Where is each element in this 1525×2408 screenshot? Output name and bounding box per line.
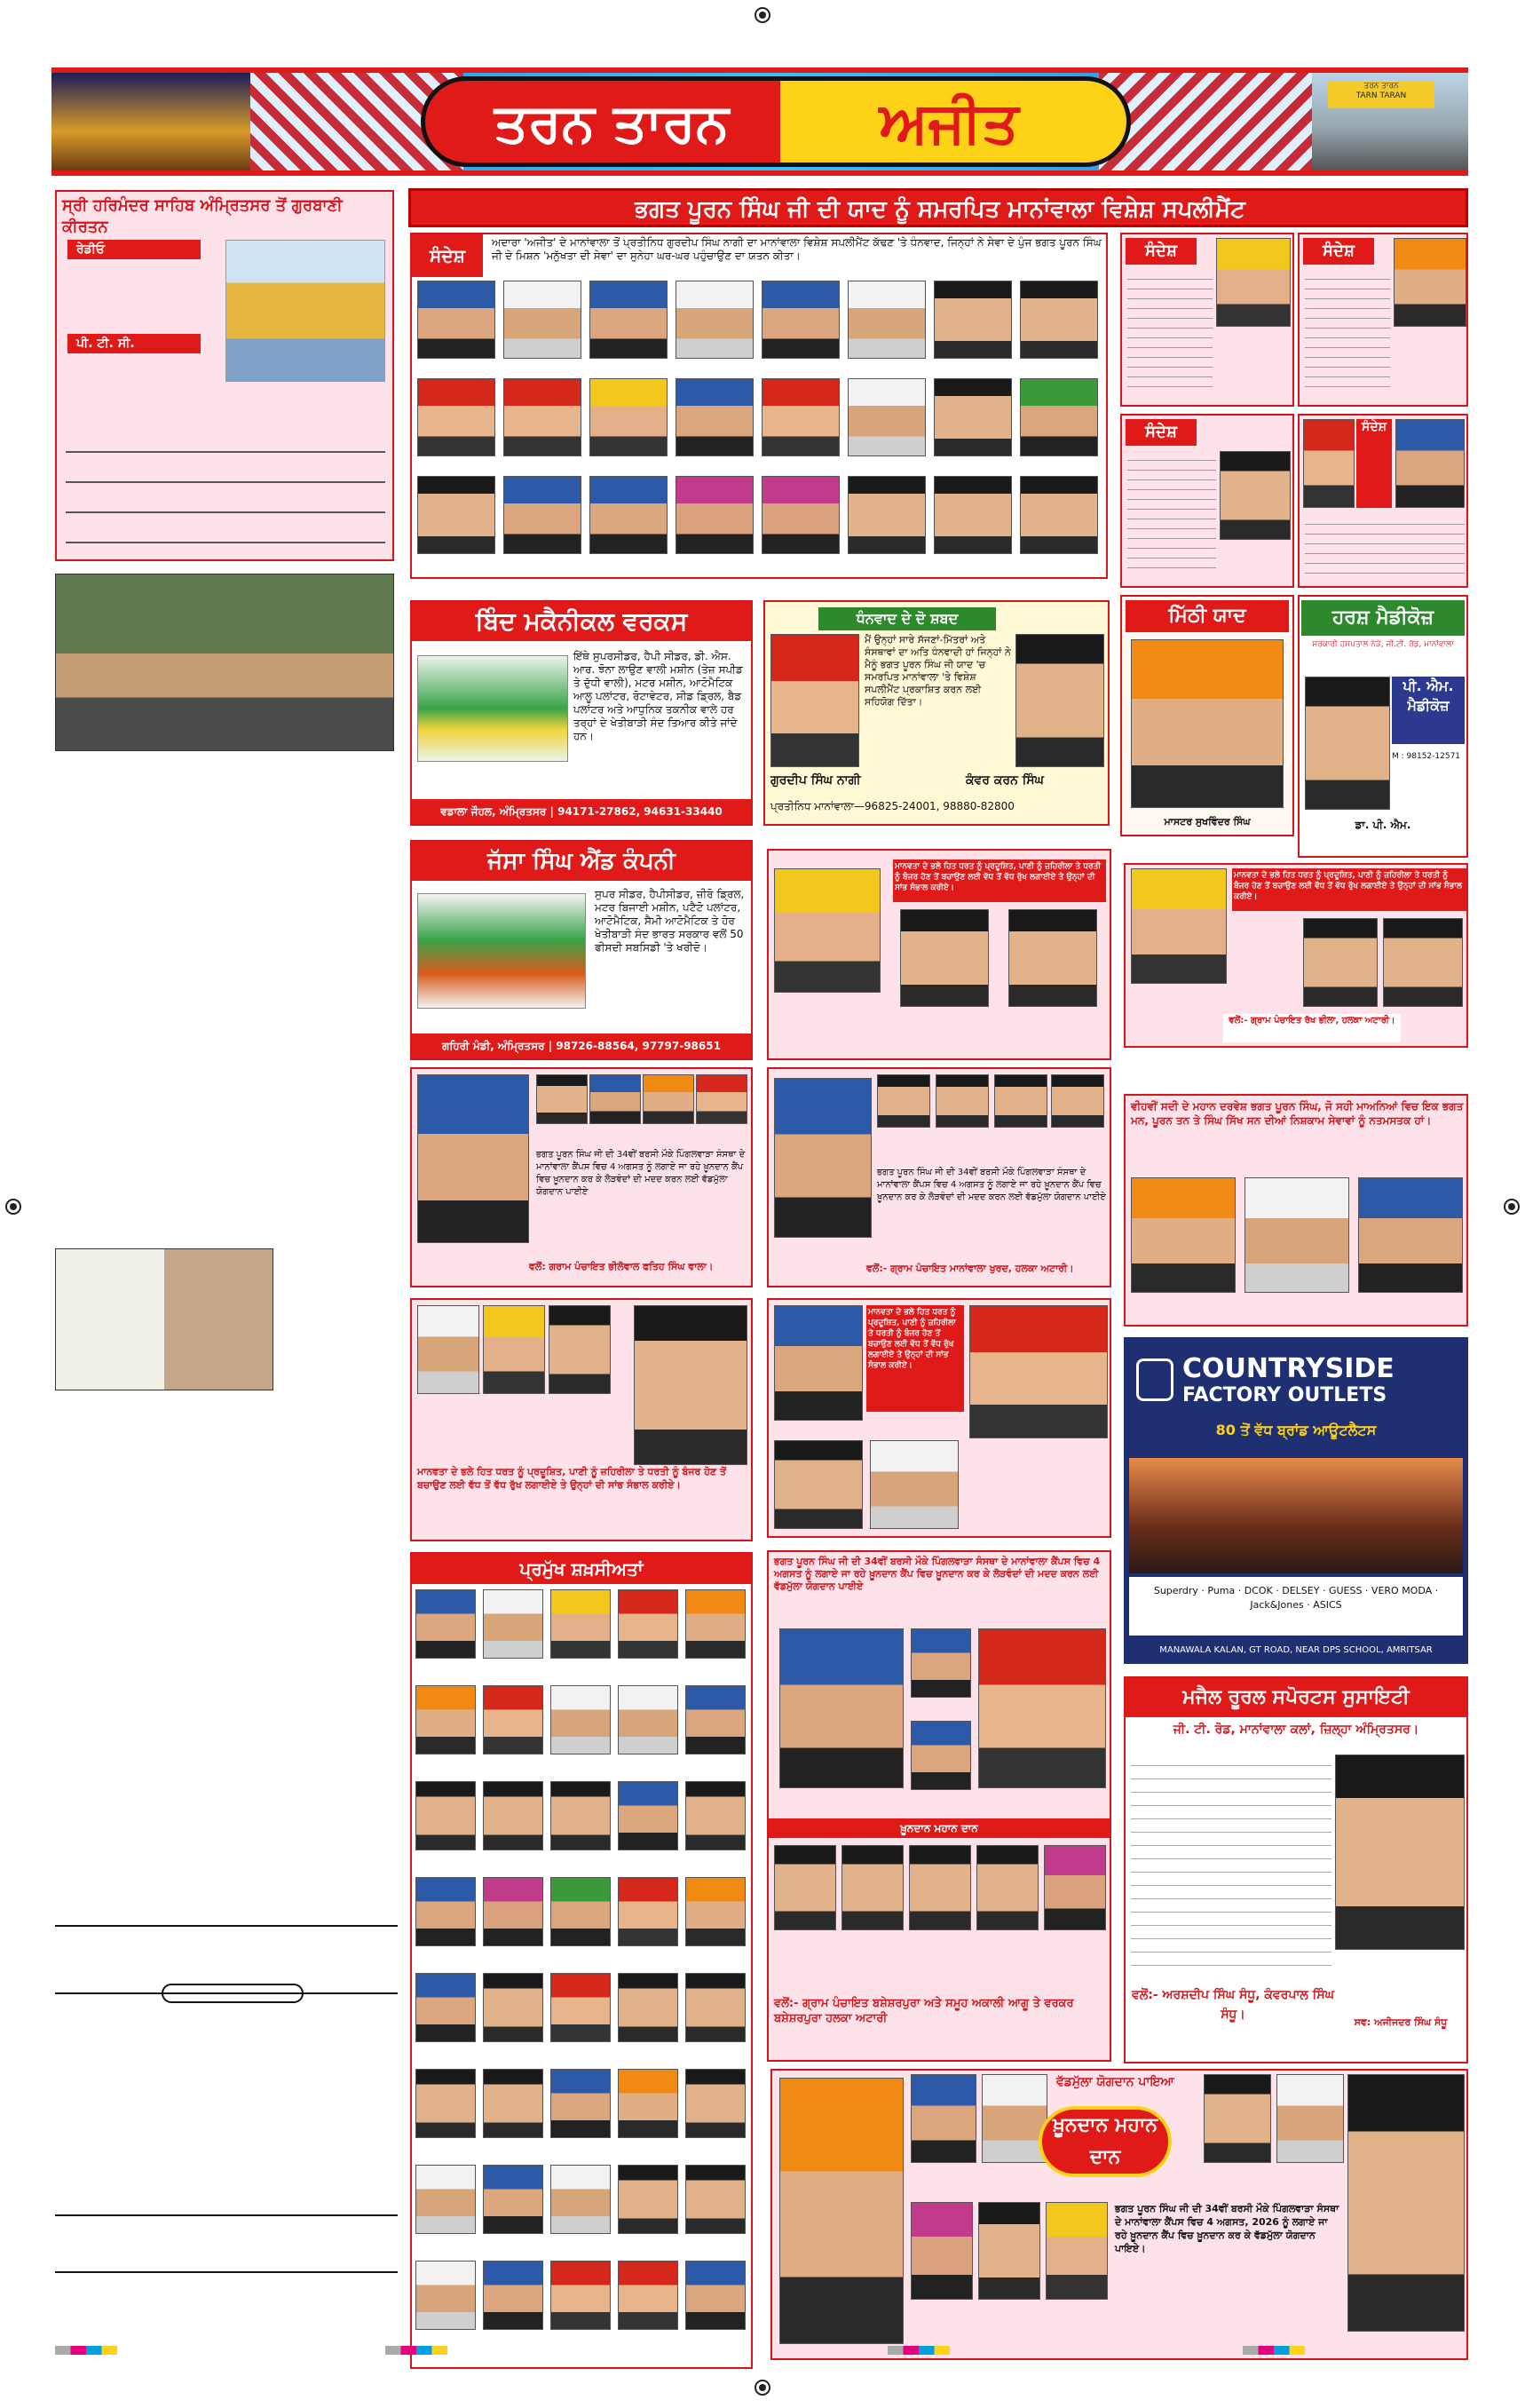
person-photo	[676, 378, 754, 456]
sandesh-label-3: ਸੰਦੇਸ਼	[1126, 419, 1197, 446]
person-photo	[911, 2202, 973, 2300]
tree-ad-2	[410, 1298, 753, 1541]
person-photo	[483, 1781, 543, 1850]
person-photo	[1046, 2202, 1108, 2300]
sandesh-main	[410, 233, 1108, 579]
person-photo	[618, 2261, 678, 2330]
person-photo	[934, 378, 1012, 456]
sandesh-photo-grid	[417, 281, 1104, 574]
person-photo	[848, 281, 926, 359]
mithi-yaad-title: ਮਿੱਠੀ ਯਾਦ	[1126, 600, 1289, 632]
jassa-title: ਜੱਸਾ ਸਿੰਘ ਐਂਡ ਕੰਪਨੀ	[412, 842, 751, 881]
person-photo	[1051, 1074, 1104, 1128]
person-photo	[483, 1877, 543, 1946]
person-photo	[1220, 451, 1291, 540]
kirtan-title: ਸ੍ਰੀ ਹਰਿਮੰਦਰ ਸਾਹਿਬ ਅੰਮ੍ਰਿਤਸਰ ਤੋਂ ਗੁਰਬਾਣੀ ਕੀਰਤਨ	[62, 196, 343, 236]
person-photo	[1347, 2074, 1465, 2332]
person-photo	[483, 2261, 543, 2330]
person-photo	[909, 1845, 971, 1930]
potato-planter-image	[417, 893, 586, 1009]
mechanical-footer: ਵਡਾਲਾ ਜੌਹਲ, ਅੰਮ੍ਰਿਤਸਰ | 94171-27862, 94631-33440	[412, 799, 751, 824]
outlet-mall-image	[1129, 1458, 1463, 1573]
pramukh-box	[410, 1552, 753, 2369]
person-photo	[618, 2069, 678, 2138]
person-photo	[779, 1628, 904, 1788]
panchayat-ad-right	[1124, 863, 1468, 1048]
panchayat-ad-2	[767, 1067, 1111, 1287]
ceremony-photo	[55, 1248, 273, 1390]
person-photo	[415, 1781, 476, 1850]
person-photo	[618, 1589, 678, 1659]
person-photo	[685, 1877, 746, 1946]
person-photo	[550, 1781, 611, 1850]
person-photo	[589, 378, 668, 456]
ptc-label: ਪੀ. ਟੀ. ਸੀ.	[67, 334, 201, 353]
harsh-phone: M : 98152-12571	[1392, 752, 1461, 761]
golden-temple-photo	[51, 73, 250, 170]
person-photo	[911, 2074, 976, 2163]
person-photo	[1303, 918, 1378, 1007]
person-photo	[483, 1685, 543, 1755]
person-photo	[483, 1973, 543, 2042]
person-photo	[848, 378, 926, 456]
person-photo	[685, 1589, 746, 1659]
person-photo	[618, 1781, 678, 1850]
countryside-address: MANAWALA KALAN, GT ROAD, NEAR DPS SCHOOL, AMRITSAR	[1159, 1645, 1433, 1655]
panchayat-ad-2-from: ਵਲੋਂ:- ਗ੍ਰਾਮ ਪੰਚਾਇਤ ਮਾਨਾਂਵਾਲਾ ਖੁਰਦ, ਹਲਕਾ ਅਟਾਰੀ।	[866, 1263, 1074, 1274]
person-photo	[483, 2069, 543, 2138]
dhanwad-name1: ਗੁਰਦੀਪ ਸਿੰਘ ਨਾਗੀ	[770, 773, 861, 788]
person-photo	[969, 1305, 1108, 1438]
person-photo	[417, 1305, 479, 1394]
dhanwad-text: ਮੈਂ ਉਨ੍ਹਾਂ ਸਾਰੇ ਸੱਜਣਾਂ-ਮਿੱਤਰਾਂ ਅਤੇ ਸੰਸਥਾਵਾਂ ਦਾ ਅਤਿ ਧੰਨਵਾਦੀ ਹਾਂ ਜਿਨ੍ਹਾਂ ਨੇ ਮੈਨੂੰ ਭਗਤ ਪੂਰਨ ਸਿੰਘ ਜੀ ਯਾਦ 'ਚ ਸਮਰਪਿਤ ਮਾਨਾਂਵਾਲਾ 'ਤੇ ਵਿਸ਼ੇਸ਼ ਸਪਲੀਮੈਂਟ ਪ੍ਰਕਾਸ਼ਿਤ ਕਰਨ ਲਈ ਸਹਿਯੋਗ ਦਿੱਤਾ।	[865, 634, 1011, 708]
person-photo	[978, 2202, 1040, 2300]
classified-lines	[55, 1925, 398, 2342]
person-photo	[415, 2261, 476, 2330]
registration-mark-top	[755, 7, 770, 23]
dhanwad-ad	[763, 600, 1110, 826]
saints-ad	[1124, 1094, 1468, 1327]
majhail-late: ਸਵ: ਅਜੀਜਦਰ ਸਿੰਘ ਸੰਧੂ	[1354, 2016, 1448, 2028]
color-bar-3	[888, 2346, 950, 2355]
supplement-title: ਭਗਤ ਪੂਰਨ ਸਿੰਘ ਜੀ ਦੀ ਯਾਦ ਨੂੰ ਸਮਰਪਿਤ ਮਾਨਾਂਵਾਲਾ ਵਿਸ਼ੇਸ਼ ਸਪਲੀਮੈਂਟ	[635, 196, 1245, 223]
color-bar-4	[1243, 2346, 1305, 2355]
person-photo	[618, 2165, 678, 2234]
sandesh-box-4	[1298, 414, 1468, 588]
seeder-machine-image	[417, 655, 568, 762]
person-photo	[774, 868, 881, 993]
person-photo	[982, 2074, 1047, 2163]
masthead-logo	[421, 76, 1131, 167]
person-photo	[936, 1074, 989, 1128]
color-bar-1	[55, 2346, 117, 2355]
harsh-title: ਹਰਸ਼ ਮੈਡੀਕੋਜ਼	[1301, 600, 1465, 636]
person-photo	[911, 1721, 971, 1790]
person-photo	[1216, 238, 1291, 327]
rule-1	[55, 1925, 398, 1927]
majhail-from: ਵਲੋਂ:- ਅਰਸ਼ਦੀਪ ਸਿੰਘ ਸੰਧੂ, ਕੰਵਰਪਾਲ ਸਿੰਘ ਸੰਧੂ।	[1131, 1988, 1334, 2022]
rule-2	[55, 1992, 398, 1994]
panchayat-ad-2-text: ਭਗਤ ਪੂਰਨ ਸਿੰਘ ਜੀ ਦੀ 34ਵੀਂ ਬਰਸੀ ਮੌਕੇ ਪਿੰਗਲਵਾੜਾ ਸੰਸਥਾ ਦੇ ਮਾਨਾਂਵਾਲਾ ਕੈਂਪਸ ਵਿਚ 4 ਅਗਸਤ ਨੂੰ ਲਗਾਏ ਜਾ ਰਹੇ ਖ਼ੂਨਦਾਨ ਕੈਂਪ ਵਿਚ ਖ਼ੂਨਦਾਨ ਕਰ ਕੇ ਲੋੜਵੰਦਾਂ ਦੀ ਮਦਦ ਕਰਨ ਲਈ ਵੱਡਮੁੱਲਾ ਯੋਗਦਾਨ ਪਾਈਏ	[877, 1168, 1106, 1202]
khoondan-text: ਭਗਤ ਪੂਰਨ ਸਿੰਘ ਜੀ ਦੀ 34ਵੀਂ ਬਰਸੀ ਮੌਕੇ ਪਿੰਗਲਵਾੜਾ ਸੰਸਥਾ ਦੇ ਮਾਨਾਂਵਾਲਾ ਕੈਂਪਸ ਵਿਚ 4 ਅਗਸਤ, 2026 ਨੂੰ ਲਗਾਏ ਜਾ ਰਹੇ ਖ਼ੂਨਦਾਨ ਕੈਂਪ ਵਿਚ ਖ਼ੂਨਦਾਨ ਕਰ ਕੇ ਵੱਡਮੁੱਲਾ ਯੋਗਦਾਨ ਪਾਇਏ।	[1115, 2203, 1339, 2254]
dhanwad-footer: ਪ੍ਰਤੀਨਿਧ ਮਾਨਾਂਵਾਲਾ—96825-24001, 98880-82800	[770, 800, 1015, 812]
person-photo	[934, 281, 1012, 359]
pramukh-grid	[415, 1589, 749, 2365]
sandesh-lines-2	[1305, 270, 1390, 394]
person-photo	[415, 1685, 476, 1755]
person-photo	[417, 1074, 529, 1243]
khoondan-strip: ਖ਼ੂਨਦਾਨ ਮਹਾਨ ਦਾਨ	[769, 1818, 1110, 1838]
person-photo	[774, 1305, 863, 1421]
sandesh-label: ਸੰਦੇਸ਼	[412, 234, 483, 277]
person-photo	[770, 634, 859, 767]
person-photo	[1204, 2074, 1271, 2163]
person-photo	[976, 1845, 1039, 1930]
person-photo	[994, 1074, 1047, 1128]
dhanwad-title: ਧੰਨਵਾਦ ਦੇ ਦੋ ਸ਼ਬਦ	[818, 607, 996, 630]
person-photo	[676, 476, 754, 554]
dhanwad-name2: ਕੰਵਰ ਕਰਨ ਸਿੰਘ	[966, 773, 1044, 788]
mechanical-title: ਬਿੰਦ ਮਕੈਨੀਕਲ ਵਰਕਸ	[412, 602, 751, 641]
person-photo	[900, 909, 989, 1007]
panchayat-ad-1	[410, 1067, 753, 1287]
masthead	[51, 67, 1468, 176]
person-photo	[415, 2165, 476, 2234]
sandesh-text: ਅਦਾਰਾ 'ਅਜੀਤ' ਦੇ ਮਾਨਾਂਵਾਲਾ ਤੋਂ ਪ੍ਰਤੀਨਿਧ ਗੁਰਦੀਪ ਸਿੰਘ ਨਾਗੀ ਦਾ ਮਾਨਾਂਵਾਲਾ ਵਿਸ਼ੇਸ਼ ਸਪਲੀਮੈਂਟ ਕੱਢਣ 'ਤੇ ਧੰਨਵਾਦ, ਜਿਨ੍ਹਾਂ ਨੇ ਸੇਵਾ ਦੇ ਪੁੰਜ ਭਗਤ ਪੂਰਨ ਸਿੰਘ ਜੀ ਦੇ ਮਿਸ਼ਨ 'ਮਨੁੱਖਤਾ ਦੀ ਸੇਵਾ' ਦਾ ਸੁਨੇਹਾ ਘਰ-ਘਰ ਪਹੁੰਚਾਉਣ ਦਾ ਯਤਨ ਕੀਤਾ।	[492, 236, 1102, 262]
person-photo	[762, 476, 840, 554]
person-photo	[415, 1973, 476, 2042]
person-photo	[1020, 378, 1098, 456]
tree-ad-1	[767, 849, 1111, 1060]
person-photo	[685, 1685, 746, 1755]
person-photo	[550, 1589, 611, 1659]
saints-text: ਵੀਹਵੀਂ ਸਦੀ ਦੇ ਮਹਾਨ ਦਰਵੇਸ਼ ਭਗਤ ਪੂਰਨ ਸਿੰਘ, ਜੋ ਸਹੀ ਮਾਅਨਿਆਂ ਵਿਚ ਇਕ ਭਗਤ ਮਨ, ਪੂਰਨ ਤਨ ਤੇ ਸਿੰਘ ਸਿੱਖ ਸਨ ਦੀਆਂ ਨਿਸ਼ਕਾਮ ਸੇਵਾਵਾਂ ਨੂੰ ਨਤਮਸਤਕ ਹਾਂ।	[1131, 1100, 1464, 1127]
person-photo	[550, 2069, 611, 2138]
mithi-yaad-ad	[1120, 595, 1294, 836]
person-photo	[503, 378, 581, 456]
person-photo	[774, 1440, 863, 1529]
sandesh-lines-4	[1305, 515, 1465, 582]
person-photo	[774, 1078, 872, 1238]
person-photo	[696, 1074, 747, 1124]
person-photo	[618, 1877, 678, 1946]
person-photo	[1244, 1177, 1349, 1293]
person-photo	[676, 281, 754, 359]
besheshwarpura-from: ਵਲੋਂ:- ਗ੍ਰਾਮ ਪੰਚਾਇਤ ਬਸ਼ੇਸ਼ਰਪੁਰਾ ਅਤੇ ਸਮੂਹ ਅਕਾਲੀ ਆਗੂ ਤੇ ਵਰਕਰ ਬਸ਼ੇਸ਼ਰਪੁਰਾ ਹਲਕਾ ਅਟਾਰੀ	[774, 1997, 1074, 2025]
registration-mark-right	[1504, 1199, 1520, 1215]
countryside-brands: Superdry · Puma · DCOK · DELSEY · GUESS · VERO MODA · Jack&Jones · ASICS	[1129, 1577, 1463, 1636]
pramukh-title: ਪ੍ਰਮੁੱਖ ਸ਼ਖ਼ਸੀਅਤਾਂ	[412, 1554, 751, 1584]
harsh-name: ਡਾ. ਪੀ. ਐਮ.	[1355, 819, 1411, 831]
person-photo	[1131, 639, 1284, 808]
panchayat-ad-1-text: ਭਗਤ ਪੂਰਨ ਸਿੰਘ ਜੀ ਦੀ 34ਵੀਂ ਬਰਸੀ ਮੌਕੇ ਪਿੰਗਲਵਾੜਾ ਸੰਸਥਾ ਦੇ ਮਾਨਾਂਵਾਲਾ ਕੈਂਪਸ ਵਿਚ 4 ਅਗਸਤ ਨੂੰ ਲਗਾਏ ਜਾ ਰਹੇ ਖ਼ੂਨਦਾਨ ਕੈਂਪ ਵਿਚ ਖ਼ੂਨਦਾਨ ਕਰ ਕੇ ਲੋੜਵੰਦਾਂ ਦੀ ਮਦਦ ਕਰਨ ਲਈ ਵੱਡਮੁੱਲਾ ਯੋਗਦਾਨ ਪਾਈਏ	[536, 1150, 746, 1197]
harsh-logo: ਪੀ. ਐਮ. ਮੈਡੀਕੋਜ਼	[1392, 677, 1465, 744]
besheshwarpura-text: ਭਗਤ ਪੂਰਨ ਸਿੰਘ ਜੀ ਦੀ 34ਵੀਂ ਬਰਸੀ ਮੌਕੇ ਪਿੰਗਲਵਾੜਾ ਸੰਸਥਾ ਦੇ ਮਾਨਾਂਵਾਲਾ ਕੈਂਪਸ ਵਿਚ 4 ਅਗਸਤ ਨੂੰ ਲਗਾਏ ਜਾ ਰਹੇ ਖ਼ੂਨਦਾਨ ਕੈਂਪ ਵਿਚ ਖ਼ੂਨਦਾਨ ਕਰ ਕੇ ਲੋੜਵੰਦਾਂ ਦੀ ਮਦਦ ਕਰਨ ਲਈ ਵੱਡਮੁੱਲਾ ਯੋਗਦਾਨ ਪਾਈਏ	[774, 1556, 1101, 1592]
rule-4	[55, 2271, 398, 2273]
group-photo	[55, 574, 394, 751]
person-photo	[618, 1973, 678, 2042]
harsh-sub: ਸਰਕਾਰੀ ਹਸਪਤਾਲ ਨੇੜੇ, ਜੀ.ਟੀ. ਰੋਡ, ਮਾਨਾਂਵਾਲਾ	[1312, 640, 1454, 649]
schedule-lines	[66, 423, 385, 547]
khoondan-title: ਖ਼ੂਨਦਾਨ ਮਹਾਨ ਦਾਨ	[1039, 2106, 1172, 2177]
city-name: ਤਰਨ ਤਾਰਨ	[494, 92, 730, 154]
tree-ad-3-text: ਮਾਨਵਤਾ ਦੇ ਭਲੇ ਹਿਤ ਧਰਤ ਨੂੰ ਪ੍ਰਦੂਸ਼ਿਤ, ਪਾਣੀ ਨੂੰ ਜ਼ਹਿਰੀਲਾ ਤੇ ਧਰਤੀ ਨੂੰ ਬੰਜਰ ਹੋਣ ਤੋਂ ਬਚਾਉਣ ਲਈ ਵੱਧ ਤੋਂ ਵੱਧ ਰੁੱਖ ਲਗਾਈਏ ਤੇ ਉਨ੍ਹਾਂ ਦੀ ਸਾਂਭ ਸੰਭਾਲ ਕਰੀਏ।	[866, 1305, 964, 1412]
sandesh-box-1	[1120, 233, 1294, 407]
person-photo	[415, 1877, 476, 1946]
sandesh-label-1: ਸੰਦੇਸ਼	[1126, 238, 1197, 265]
person-photo	[870, 1440, 959, 1529]
person-photo	[618, 1685, 678, 1755]
person-photo	[550, 1877, 611, 1946]
countryside-ad	[1124, 1337, 1468, 1664]
golden-temple-image	[225, 240, 385, 382]
person-photo	[483, 1589, 543, 1659]
person-photo	[550, 2261, 611, 2330]
registration-mark-left	[5, 1199, 21, 1215]
person-photo	[503, 281, 581, 359]
person-photo	[1395, 419, 1465, 508]
person-photo	[536, 1074, 588, 1124]
person-photo	[589, 281, 668, 359]
majhail-sub: ਜੀ. ਟੀ. ਰੋਡ, ਮਾਨਾਂਵਾਲਾ ਕਲਾਂ, ਜ਼ਿਲ੍ਹਾ ਅੰਮ੍ਰਿਤਸਰ।	[1173, 1723, 1419, 1737]
person-photo	[762, 281, 840, 359]
person-photo	[685, 1781, 746, 1850]
person-photo	[550, 1973, 611, 2042]
kirtan-box	[55, 190, 394, 561]
sandesh-box-2	[1298, 233, 1468, 407]
person-photo	[1008, 909, 1097, 1007]
person-photo	[934, 476, 1012, 554]
person-photo	[643, 1074, 694, 1124]
person-photo	[1335, 1755, 1465, 1950]
person-photo	[685, 1973, 746, 2042]
person-photo	[1020, 476, 1098, 554]
khoondan-ad	[770, 2069, 1468, 2360]
person-photo	[417, 378, 495, 456]
panchayat-right-from: ਵਲੋਂ:- ਗ੍ਰਾਮ ਪੰਚਾਇਤ ਰੱਖ ਭੀਲਾ, ਹਲਕਾ ਅਟਾਰੀ।	[1223, 1014, 1401, 1042]
person-photo	[1394, 238, 1466, 327]
sandesh-label-2: ਸੰਦੇਸ਼	[1303, 238, 1374, 265]
tarn-taran-station-photo	[1312, 73, 1468, 170]
person-photo	[589, 476, 668, 554]
majhail-ad	[1124, 1676, 1468, 2063]
majhail-text	[1131, 1753, 1331, 1975]
person-photo	[503, 476, 581, 554]
person-photo	[1131, 868, 1227, 984]
countryside-offer: 80 ਤੋਂ ਵੱਧ ਬ੍ਰਾਂਡ ਆਊਟਲੈਟਸ	[1215, 1422, 1377, 1438]
countryside-line2: FACTORY OUTLETS	[1182, 1384, 1387, 1406]
person-photo	[774, 1845, 836, 1930]
mechanical-ad	[410, 600, 753, 826]
person-photo	[1015, 634, 1104, 767]
person-photo	[549, 1305, 611, 1394]
person-photo	[483, 2165, 543, 2234]
tree-ad-3	[767, 1298, 1111, 1538]
color-bar-2	[385, 2346, 447, 2355]
registration-mark-bottom	[755, 2380, 770, 2396]
panchayat-right-text: ਮਾਨਵਤਾ ਦੇ ਭਲੇ ਹਿਤ ਧਰਤ ਨੂੰ ਪ੍ਰਦੂਸ਼ਿਤ, ਪਾਣੀ ਨੂੰ ਜ਼ਹਿਰੀਲਾ ਤੇ ਧਰਤੀ ਨੂੰ ਬੰਜਰ ਹੋਣ ਤੋਂ ਬਚਾਉਣ ਲਈ ਵੱਧ ਤੋਂ ਵੱਧ ਰੁੱਖ ਲਗਾਈਏ ਤੇ ਉਨ੍ਹਾਂ ਦੀ ਸਾਂਭ ਸੰਭਾਲ ਕਰੀਏ।	[1232, 868, 1466, 911]
person-photo	[1020, 281, 1098, 359]
station-sign: ਤਰਨ ਤਾਰਨ TARN TARAN	[1328, 82, 1434, 108]
person-photo	[978, 1628, 1106, 1788]
person-photo	[1276, 2074, 1344, 2163]
person-photo	[1303, 419, 1355, 508]
person-photo	[877, 1074, 930, 1128]
masthead-pattern-right	[1099, 73, 1312, 170]
person-photo	[417, 476, 495, 554]
person-photo	[415, 2069, 476, 2138]
jassa-singh-ad	[410, 840, 753, 1060]
jassa-footer: ਗਹਿਰੀ ਮੰਡੀ, ਅੰਮ੍ਰਿਤਸਰ | 98726-88564, 97797-98651	[412, 1034, 751, 1058]
sandesh-lines-1	[1127, 270, 1213, 394]
person-photo	[685, 2261, 746, 2330]
mithi-yaad-name: ਮਾਸਟਰ ਸੁਖਵਿੰਦਰ ਸਿੰਘ	[1164, 816, 1251, 828]
rule-3	[55, 2214, 398, 2216]
countryside-logo-icon	[1136, 1358, 1173, 1401]
tree-ad-1-text: ਮਾਨਵਤਾ ਦੇ ਭਲੇ ਹਿਤ ਧਰਤ ਨੂੰ ਪ੍ਰਦੂਸ਼ਿਤ, ਪਾਣੀ ਨੂੰ ਜ਼ਹਿਰੀਲਾ ਤੇ ਧਰਤੀ ਨੂੰ ਬੰਜਰ ਹੋਣ ਤੋਂ ਬਚਾਉਣ ਲਈ ਵੱਧ ਤੋਂ ਵੱਧ ਰੁੱਖ ਲਗਾਈਏ ਤੇ ਉਨ੍ਹਾਂ ਦੀ ਸਾਂਭ ਸੰਭਾਲ ਕਰੀਏ।	[893, 859, 1106, 902]
paper-name: ਅਜੀਤ	[879, 91, 1019, 156]
khoondan-vadmulla: ਵੱਡਮੁੱਲਾ ਯੋਗਦਾਨ ਪਾਇਆ	[1056, 2075, 1174, 2089]
countryside-line1: COUNTRYSIDE	[1182, 1353, 1395, 1384]
person-photo	[1131, 1177, 1236, 1293]
sandesh-lines-3	[1127, 451, 1216, 575]
person-photo	[550, 1685, 611, 1755]
supplement-banner	[408, 188, 1468, 227]
majhail-title: ਮਜੈਲ ਰੂਰਲ ਸਪੋਰਟਸ ਸੁਸਾਇਟੀ	[1126, 1678, 1466, 1717]
person-photo	[762, 378, 840, 456]
tree-ad-2-text: ਮਾਨਵਤਾ ਦੇ ਭਲੇ ਹਿਤ ਧਰਤ ਨੂੰ ਪ੍ਰਦੂਸ਼ਿਤ, ਪਾਣੀ ਨੂੰ ਜ਼ਹਿਰੀਲਾ ਤੇ ਧਰਤੀ ਨੂੰ ਬੰਜਰ ਹੋਣ ਤੋਂ ਬਚਾਉਣ ਲਈ ਵੱਧ ਤੋਂ ਵੱਧ ਰੁੱਖ ਲਗਾਈਏ ਤੇ ਉਨ੍ਹਾਂ ਦੀ ਸਾਂਭ ਸੰਭਾਲ ਕਰੀਏ।	[417, 1466, 726, 1491]
harsh-medicos-ad	[1298, 595, 1468, 858]
person-photo	[1305, 677, 1390, 810]
person-photo	[779, 2078, 904, 2344]
person-photo	[1044, 1845, 1106, 1930]
jassa-text: ਸੁਪਰ ਸੀਡਰ, ਹੈਪੀਸੀਡਰ, ਜ਼ੀਰੋ ਡ੍ਰਿਲ, ਮਟਰ ਬਿਜਾਈ ਮਸ਼ੀਨ, ਪਟੈਟੋ ਪਲਾਂਟਰ, ਆਟੋਮੈਟਿਕ, ਸੈਮੀ ਆਟੋਮੈਟਿਕ ਤੇ ਹੋਰ ਖੇਤੀਬਾੜੀ ਸੰਦ ਭਾਰਤ ਸਰਕਾਰ ਵਲੋਂ 50 ਫੀਸਦੀ ਸਬਸਿਡੀ 'ਤੇ ਖਰੀਦੋ।	[595, 888, 745, 954]
besheshwarpura-ad	[767, 1550, 1111, 2062]
mechanical-text: ਇੱਥੇ ਸੁਪਰਸੀਡਰ, ਹੈਪੀ ਸੀਡਰ, ਡੀ. ਐਸ. ਆਰ. ਝੋਨਾ ਲਾਉਣ ਵਾਲੀ ਮਸ਼ੀਨ (ਤੇਜ਼ ਸਪੀਡ ਤੇ ਦੁੱਧੀ ਵਾਲੀ), ਮਟਰ ਮਸ਼ੀਨ, ਆਟੋਮੈਟਿਕ ਆਲੂ ਪਲਾਂਟਰ, ਰੋਟਾਵੇਟਰ, ਸੀਡ ਡ੍ਰਿਲ, ਬੈਡ ਪਲਾਂਟਰ ਅਤੇ ਆਧੁਨਿਕ ਤਕਨੀਕ ਵਾਲੇ ਹਰ ਤਰ੍ਹਾਂ ਦੇ ਖੇਤੀਬਾੜੀ ਸੰਦ ਤਿਆਰ ਕੀਤੇ ਜਾਂਦੇ ਹਨ।	[573, 650, 743, 742]
person-photo	[634, 1305, 747, 1465]
person-photo	[1383, 918, 1463, 1007]
person-photo	[415, 1589, 476, 1659]
person-photo	[550, 2165, 611, 2234]
person-photo	[483, 1305, 545, 1394]
sandesh-box-3	[1120, 414, 1294, 588]
person-photo	[911, 1628, 971, 1698]
person-photo	[842, 1845, 904, 1930]
person-photo	[1358, 1177, 1463, 1293]
panchayat-ad-1-from: ਵਲੋਂ: ਗਰਾਮ ਪੰਚਾਇਤ ਭੀਲੋਵਾਲ ਫਤਿਹ ਸਿੰਘ ਵਾਲਾ।	[529, 1261, 714, 1272]
person-photo	[685, 2069, 746, 2138]
person-photo	[417, 281, 495, 359]
person-photo	[589, 1074, 641, 1124]
person-photo	[848, 476, 926, 554]
sandesh-label-4: ਸੰਦੇਸ਼	[1356, 419, 1392, 508]
person-photo	[685, 2165, 746, 2234]
radio-label: ਰੇਡੀਓ	[67, 240, 201, 259]
